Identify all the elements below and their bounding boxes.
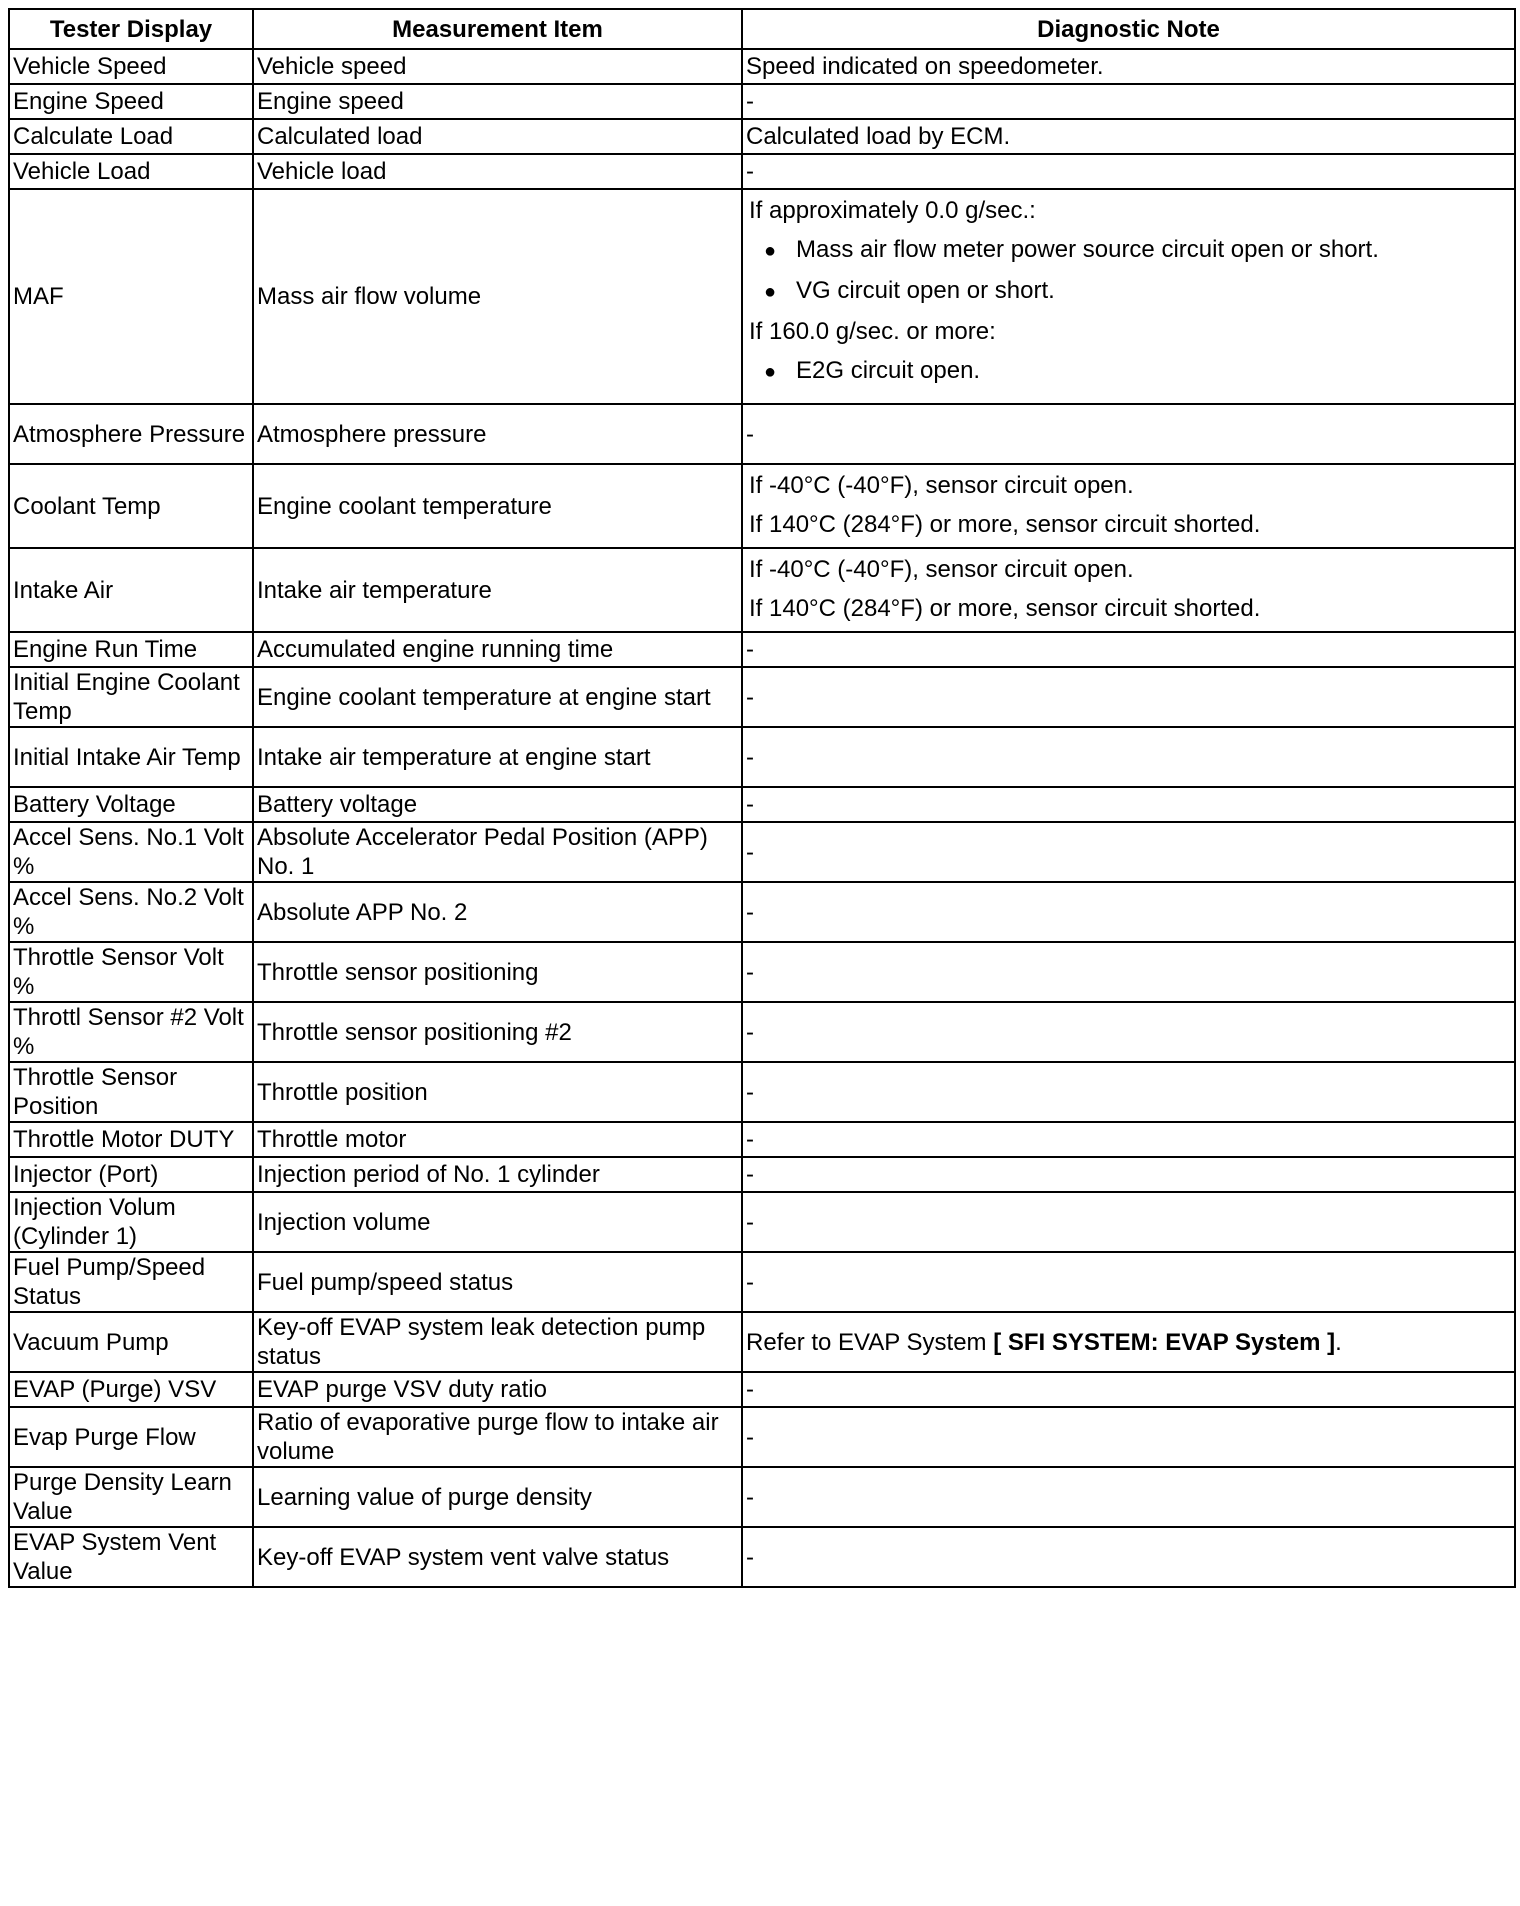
cell-measurement-item: Absolute Accelerator Pedal Position (APP) No. 1	[253, 822, 742, 882]
table-row	[9, 1252, 1515, 1312]
cell-measurement-item: Absolute APP No. 2	[253, 882, 742, 942]
cell-tester-display: Intake Air	[9, 548, 253, 632]
cell-measurement-item: Intake air temperature at engine start	[253, 727, 742, 787]
cell-tester-display: Accel Sens. No.1 Volt %	[9, 822, 253, 882]
note-bullet-item: ● VG circuit open or short.	[746, 266, 1508, 307]
cell-diagnostic-note: -	[742, 1157, 1515, 1192]
cell-measurement-item: Vehicle speed	[253, 49, 742, 84]
table-row	[9, 548, 1515, 632]
data-list-table	[8, 8, 1516, 1588]
cell-diagnostic-note: -	[742, 667, 1515, 727]
header-diagnostic-note: Diagnostic Note	[742, 9, 1515, 49]
table-row	[9, 1062, 1515, 1122]
table-row	[9, 822, 1515, 882]
cell-diagnostic-note: -	[742, 882, 1515, 942]
cell-diagnostic-note: -	[742, 1467, 1515, 1527]
table-row	[9, 1192, 1515, 1252]
cell-measurement-item: Atmosphere pressure	[253, 404, 742, 464]
table-row	[9, 727, 1515, 787]
cell-tester-display: Vehicle Speed	[9, 49, 253, 84]
table-row	[9, 1527, 1515, 1587]
table-row	[9, 189, 1515, 404]
cell-measurement-item: Key-off EVAP system vent valve status	[253, 1527, 742, 1587]
cell-tester-display: Battery Voltage	[9, 787, 253, 822]
cell-tester-display: Purge Density Learn Value	[9, 1467, 253, 1527]
cell-diagnostic-note: -	[742, 404, 1515, 464]
cell-diagnostic-note: -	[742, 1407, 1515, 1467]
cell-diagnostic-note: -	[742, 632, 1515, 667]
note-text-line: If -40°C (-40°F), sensor circuit open.	[749, 556, 1134, 583]
cell-measurement-item: Learning value of purge density	[253, 1467, 742, 1527]
cell-diagnostic-note	[742, 1312, 1515, 1372]
cell-tester-display: Vacuum Pump	[9, 1312, 253, 1372]
table-row	[9, 667, 1515, 727]
note-text-line: If 160.0 g/sec. or more:	[749, 318, 996, 345]
cell-diagnostic-note	[742, 548, 1515, 632]
cell-tester-display: MAF	[9, 189, 253, 404]
cell-diagnostic-note: Calculated load by ECM.	[742, 119, 1515, 154]
cell-tester-display: EVAP System Vent Value	[9, 1527, 253, 1587]
cell-measurement-item: Mass air flow volume	[253, 189, 742, 404]
cell-diagnostic-note: -	[742, 84, 1515, 119]
table-row	[9, 1002, 1515, 1062]
data-list-table-container	[8, 8, 1514, 1588]
cell-tester-display: Evap Purge Flow	[9, 1407, 253, 1467]
cell-measurement-item: Accumulated engine running time	[253, 632, 742, 667]
table-row	[9, 119, 1515, 154]
header-measurement-item: Measurement Item	[253, 9, 742, 49]
table-row	[9, 1467, 1515, 1527]
table-row	[9, 404, 1515, 464]
table-row	[9, 154, 1515, 189]
cell-measurement-item: Fuel pump/speed status	[253, 1252, 742, 1312]
table-row	[9, 632, 1515, 667]
cell-diagnostic-note: -	[742, 1002, 1515, 1062]
table-row	[9, 49, 1515, 84]
cell-measurement-item: Engine speed	[253, 84, 742, 119]
cell-diagnostic-note: -	[742, 1527, 1515, 1587]
cell-diagnostic-note: -	[742, 1122, 1515, 1157]
table-row	[9, 942, 1515, 1002]
cell-diagnostic-note	[742, 464, 1515, 548]
cell-diagnostic-note: -	[742, 1372, 1515, 1407]
note-text-line: If 140°C (284°F) or more, sensor circuit shorted.	[749, 511, 1261, 538]
reference-link[interactable]: [ SFI SYSTEM: EVAP System ]	[993, 1328, 1336, 1356]
note-suffix: .	[1335, 1328, 1342, 1356]
cell-tester-display: Accel Sens. No.2 Volt %	[9, 882, 253, 942]
table-row	[9, 464, 1515, 548]
cell-diagnostic-note: -	[742, 154, 1515, 189]
cell-diagnostic-note: -	[742, 942, 1515, 1002]
cell-measurement-item: Engine coolant temperature	[253, 464, 742, 548]
cell-measurement-item: EVAP purge VSV duty ratio	[253, 1372, 742, 1407]
cell-tester-display: EVAP (Purge) VSV	[9, 1372, 253, 1407]
table-row	[9, 1312, 1515, 1372]
cell-tester-display: Engine Speed	[9, 84, 253, 119]
cell-tester-display: Initial Intake Air Temp	[9, 727, 253, 787]
cell-measurement-item: Calculated load	[253, 119, 742, 154]
cell-measurement-item: Injection period of No. 1 cylinder	[253, 1157, 742, 1192]
cell-tester-display: Throttle Sensor Position	[9, 1062, 253, 1122]
cell-tester-display: Atmosphere Pressure	[9, 404, 253, 464]
cell-tester-display: Initial Engine Coolant Temp	[9, 667, 253, 727]
cell-measurement-item: Ratio of evaporative purge flow to intake air volume	[253, 1407, 742, 1467]
table-row	[9, 1122, 1515, 1157]
table-row	[9, 787, 1515, 822]
cell-tester-display: Throttle Motor DUTY	[9, 1122, 253, 1157]
note-bullet-item: ● E2G circuit open.	[746, 346, 1508, 387]
table-row	[9, 1407, 1515, 1467]
cell-tester-display: Injection Volum (Cylinder 1)	[9, 1192, 253, 1252]
cell-measurement-item: Battery voltage	[253, 787, 742, 822]
cell-measurement-item: Key-off EVAP system leak detection pump status	[253, 1312, 742, 1372]
cell-diagnostic-note: Speed indicated on speedometer.	[742, 49, 1515, 84]
cell-tester-display: Vehicle Load	[9, 154, 253, 189]
header-row	[9, 9, 1515, 49]
cell-tester-display: Throttle Sensor Volt %	[9, 942, 253, 1002]
table-row	[9, 84, 1515, 119]
cell-measurement-item: Vehicle load	[253, 154, 742, 189]
note-text-line: If -40°C (-40°F), sensor circuit open.	[749, 472, 1134, 499]
note-text-line: If approximately 0.0 g/sec.:	[749, 197, 1036, 224]
cell-measurement-item: Throttle position	[253, 1062, 742, 1122]
cell-diagnostic-note: -	[742, 727, 1515, 787]
note-text-line: If 140°C (284°F) or more, sensor circuit shorted.	[749, 595, 1261, 622]
cell-measurement-item: Throttle sensor positioning	[253, 942, 742, 1002]
table-row	[9, 882, 1515, 942]
table-row	[9, 1372, 1515, 1407]
cell-tester-display: Fuel Pump/Speed Status	[9, 1252, 253, 1312]
cell-tester-display: Calculate Load	[9, 119, 253, 154]
cell-diagnostic-note	[742, 189, 1515, 404]
cell-measurement-item: Injection volume	[253, 1192, 742, 1252]
cell-diagnostic-note: -	[742, 1062, 1515, 1122]
table-row	[9, 1157, 1515, 1192]
cell-tester-display: Engine Run Time	[9, 632, 253, 667]
cell-diagnostic-note: -	[742, 1252, 1515, 1312]
cell-diagnostic-note: -	[742, 787, 1515, 822]
cell-diagnostic-note: -	[742, 1192, 1515, 1252]
cell-tester-display: Throttl Sensor #2 Volt %	[9, 1002, 253, 1062]
cell-measurement-item: Throttle sensor positioning #2	[253, 1002, 742, 1062]
cell-tester-display: Injector (Port)	[9, 1157, 253, 1192]
note-bullet-item: ● Mass air flow meter power source circuit open or short.	[746, 225, 1508, 266]
note-text: Refer to EVAP System	[746, 1328, 994, 1356]
cell-diagnostic-note: -	[742, 822, 1515, 882]
header-tester-display: Tester Display	[9, 9, 253, 49]
cell-tester-display: Coolant Temp	[9, 464, 253, 548]
cell-measurement-item: Engine coolant temperature at engine start	[253, 667, 742, 727]
cell-measurement-item: Intake air temperature	[253, 548, 742, 632]
cell-measurement-item: Throttle motor	[253, 1122, 742, 1157]
